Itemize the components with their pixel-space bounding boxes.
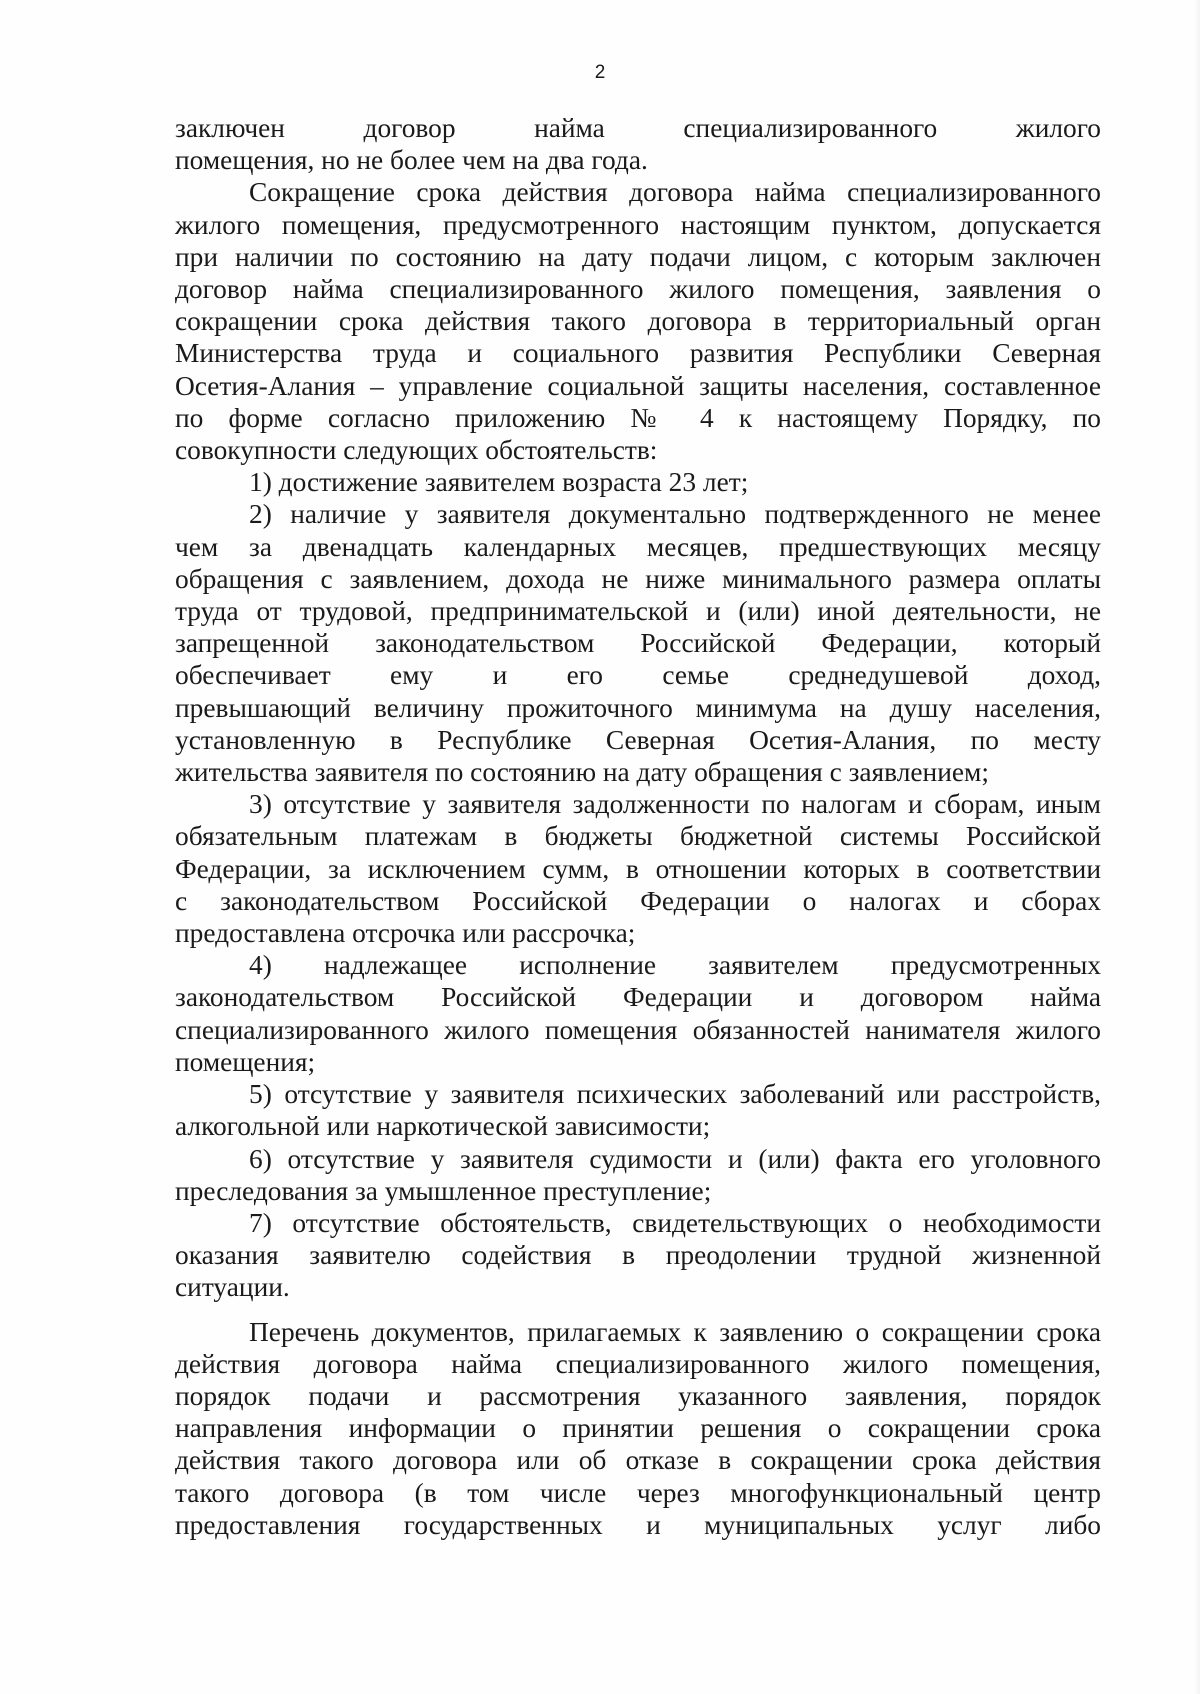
text-line: Министерства труда и социального развития Республики Северная bbox=[175, 338, 1101, 369]
text-line: сокращении срока действия такого договора в территориальный орган bbox=[175, 306, 1101, 337]
paragraph bbox=[175, 1078, 1101, 1142]
text-line: жительства заявителя по состоянию на дату обращения с заявлением; bbox=[175, 757, 989, 788]
text-line: предоставления государственных и муниципальных услуг либо bbox=[175, 1509, 1101, 1540]
page-number: 2 bbox=[594, 62, 606, 83]
text-line: с законодательством Российской Федерации о налогах и сборах bbox=[175, 885, 1101, 916]
text-line: порядок подачи и рассмотрения указанного заявления, порядок bbox=[175, 1380, 1101, 1411]
text-line: жилого помещения, предусмотренного настоящим пунктом, допускается bbox=[175, 209, 1101, 240]
text-line: направления информации о принятии решения о сокращении срока bbox=[175, 1413, 1101, 1444]
text-line: помещения; bbox=[175, 1046, 316, 1077]
text-line: помещения, но не более чем на два года. bbox=[175, 145, 648, 176]
scan-edge-shadow bbox=[1194, 0, 1200, 1694]
text-line: оказания заявителю содействия в преодолении трудной жизненной bbox=[175, 1240, 1101, 1271]
text-line: запрещенной законодательством Российской Федерации, который bbox=[175, 628, 1101, 659]
text-line: 3) отсутствие у заявителя задолженности по налогам и сборам, иным bbox=[249, 789, 1101, 820]
text-line: законодательством Российской Федерации и договором найма bbox=[175, 982, 1101, 1013]
text-line: действия договора найма специализированного жилого помещения, bbox=[175, 1348, 1101, 1379]
text-line: установленную в Республике Северная Осетия-Алания, по месту bbox=[175, 724, 1101, 755]
paragraph bbox=[175, 1207, 1101, 1304]
text-line: чем за двенадцать календарных месяцев, предшествующих месяцу bbox=[175, 531, 1101, 562]
text-line: договор найма специализированного жилого помещения, заявления о bbox=[175, 274, 1101, 305]
text-line: по форме согласно приложению № 4 к настоящему Порядку, по bbox=[175, 402, 1101, 433]
text-line: 2) наличие у заявителя документально подтвержденного не менее bbox=[249, 499, 1101, 530]
document-body bbox=[175, 112, 1101, 1541]
text-line: труда от трудовой, предпринимательской и (или) иной деятельности, не bbox=[175, 596, 1101, 627]
text-line: при наличии по состоянию на дату подачи лицом, с которым заключен bbox=[175, 241, 1101, 272]
paragraph bbox=[175, 176, 1101, 466]
text-line: 5) отсутствие у заявителя психических заболеваний или расстройств, bbox=[249, 1079, 1101, 1110]
text-line: обеспечивает ему и его семье среднедушевой доход, bbox=[175, 660, 1101, 691]
paragraph bbox=[175, 466, 1101, 498]
text-line: 7) отсутствие обстоятельств, свидетельствующих о необходимости bbox=[249, 1207, 1101, 1238]
text-line: Перечень документов, прилагаемых к заявлению о сокращении срока bbox=[249, 1316, 1101, 1347]
text-line: Федерации, за исключением сумм, в отношении которых в соответствии bbox=[175, 853, 1101, 884]
text-line: Осетия-Алания – управление социальной защиты населения, составленное bbox=[175, 370, 1101, 401]
text-line: 6) отсутствие у заявителя судимости и (или) факта его уголовного bbox=[249, 1143, 1101, 1174]
text-line: такого договора (в том числе через многофункциональный центр bbox=[175, 1477, 1101, 1508]
text-line: заключен договор найма специализированного жилого bbox=[175, 113, 1101, 143]
text-line: Сокращение срока действия договора найма специализированного bbox=[249, 177, 1101, 208]
text-line: превышающий величину прожиточного минимума на душу населения, bbox=[175, 692, 1101, 723]
text-line: обращения с заявлением, дохода не ниже минимального размера оплаты bbox=[175, 563, 1101, 594]
paragraph bbox=[175, 788, 1101, 949]
text-line: обязательным платежам в бюджеты бюджетной системы Российской bbox=[175, 821, 1101, 852]
paragraph bbox=[175, 498, 1101, 788]
text-line: 1) достижение заявителем возраста 23 лет; bbox=[249, 467, 749, 498]
text-line: специализированного жилого помещения обязанностей нанимателя жилого bbox=[175, 1014, 1101, 1045]
text-line: предоставлена отсрочка или рассрочка; bbox=[175, 918, 636, 949]
text-line: преследования за умышленное преступление; bbox=[175, 1175, 712, 1206]
text-line: совокупности следующих обстоятельств: bbox=[175, 435, 658, 466]
text-line: ситуации. bbox=[175, 1272, 290, 1303]
paragraph bbox=[175, 949, 1101, 1078]
paragraph bbox=[175, 1143, 1101, 1207]
text-line: 4) надлежащее исполнение заявителем предусмотренных bbox=[249, 950, 1101, 981]
paragraph bbox=[175, 112, 1101, 176]
text-line: алкогольной или наркотической зависимости; bbox=[175, 1111, 711, 1142]
paragraph bbox=[175, 1316, 1101, 1541]
text-line: действия такого договора или об отказе в сокращении срока действия bbox=[175, 1445, 1101, 1476]
